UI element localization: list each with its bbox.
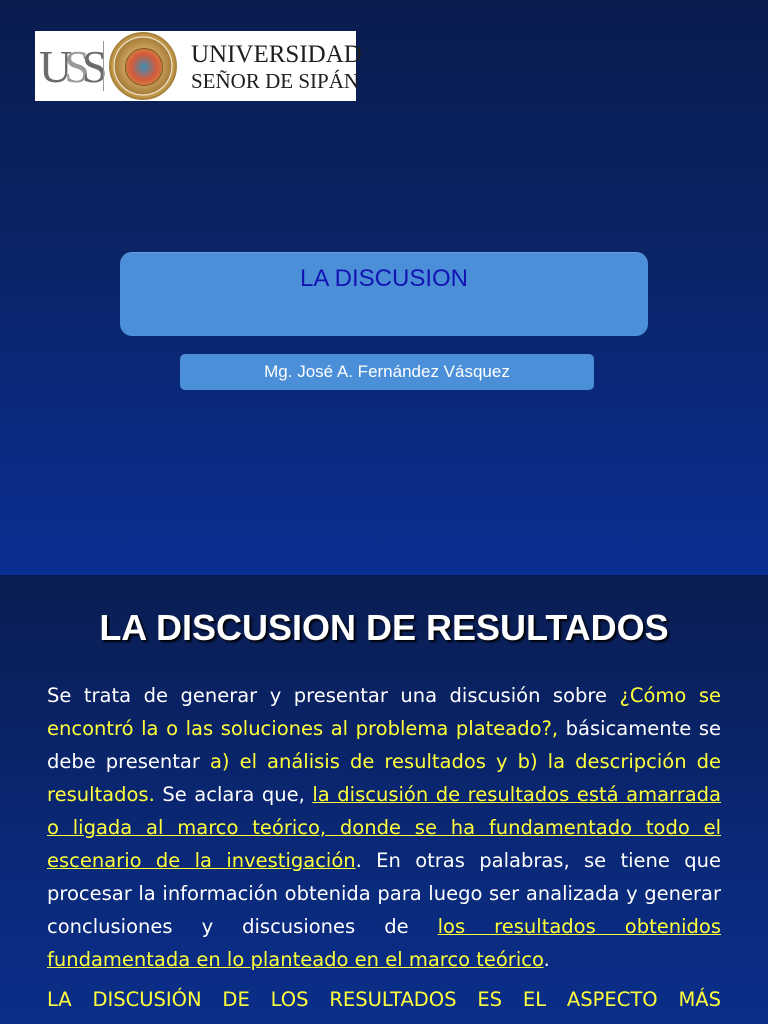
author-box <box>180 354 594 390</box>
slide-title: LA DISCUSION <box>299 265 469 292</box>
cutoff-line: LA DISCUSIÓN DE LOS RESULTADOS ES EL ASPECTO MÁS <box>47 988 721 1011</box>
text-run: Se trata de generar y presentar una discusión sobre <box>47 684 620 707</box>
seal-emblem <box>125 48 163 86</box>
text-run: . <box>543 948 550 971</box>
university-logo <box>35 31 362 101</box>
highlighted-question: ¿Cómo se encontró la o las soluciones al problema plateado?, <box>47 684 721 740</box>
section-heading: LA DISCUSION DE RESULTADOS <box>99 607 669 648</box>
underlined-results: los resultados obtenidos fundamentada en lo planteado en el marco teórico <box>47 915 721 971</box>
content-slide <box>0 575 768 1024</box>
university-name-line1: UNIVERSIDAD <box>191 41 362 68</box>
body-paragraph <box>47 679 721 976</box>
university-seal-icon <box>109 32 177 100</box>
underlined-statement: la discusión de resultados está amarrada o ligada al marco teórico, donde se ha fundamentado todo el escenario de la investigación <box>47 783 722 872</box>
highlighted-items: a) el análisis de resultados y b) la descripción de resultados. <box>47 750 722 806</box>
text-run: básicamente se debe presentar <box>47 717 721 773</box>
title-box <box>120 252 648 336</box>
university-name <box>191 41 362 93</box>
text-run: Se aclara que, <box>154 783 313 806</box>
university-name-line2: SEÑOR DE SIPÁN <box>191 69 360 93</box>
author-name: Mg. José A. Fernández Vásquez <box>264 362 510 381</box>
logo-divider <box>103 41 104 91</box>
text-run: . En otras palabras, se tiene que procesar la información obtenida para luego ser analizada y generar conclusiones y discusiones de <box>47 849 721 938</box>
uss-monogram: USS <box>39 41 100 92</box>
